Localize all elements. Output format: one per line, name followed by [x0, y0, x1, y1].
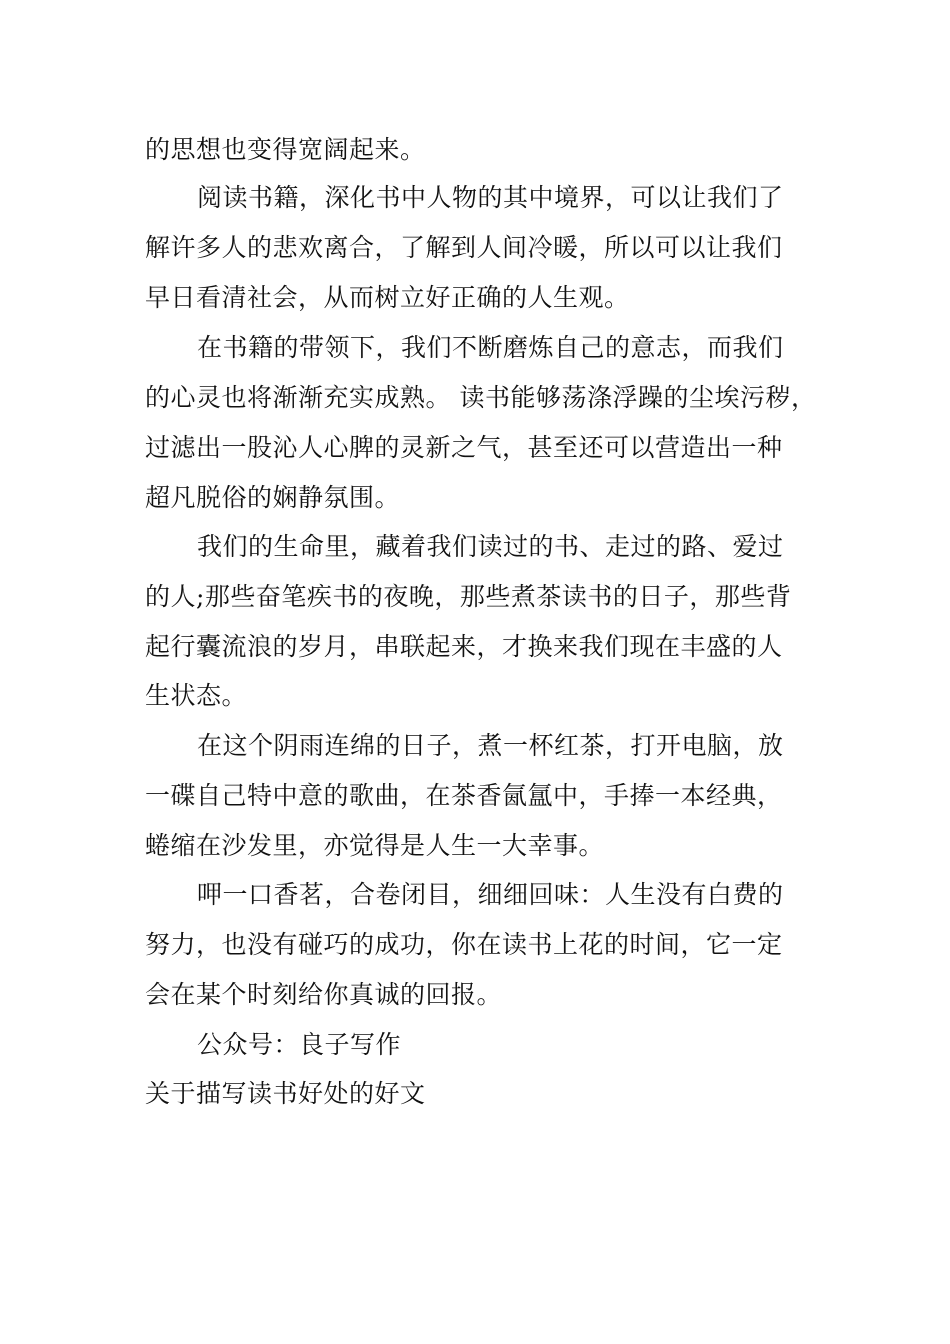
paragraph-line: 超凡脱俗的娴静氛围。 — [145, 483, 401, 512]
paragraph-line: 努力，也没有碰巧的成功，你在读书上花的时间，它一定 — [145, 930, 783, 959]
paragraph-line: 起行囊流浪的岁月，串联起来，才换来我们现在丰盛的人 — [145, 632, 783, 661]
paragraph-line: 一碟自己特中意的歌曲，在茶香氤氲中，手捧一本经典， — [145, 781, 783, 810]
paragraph-line: 过滤出一股沁人心脾的灵新之气，甚至还可以营造出一种 — [145, 433, 783, 462]
section-heading: 关于描写读书好处的好文 — [145, 1079, 426, 1108]
paragraph-line: 蜷缩在沙发里，亦觉得是人生一大幸事。 — [145, 831, 605, 860]
paragraph-line: 的人;那些奋笔疾书的夜晚，那些煮茶读书的日子，那些背 — [145, 582, 792, 611]
paragraph-line: 在这个阴雨连绵的日子，煮一杯红茶，打开电脑，放 — [197, 731, 784, 760]
paragraph-line: 生状态。 — [145, 681, 248, 710]
paragraph-line: 在书籍的带领下，我们不断磨炼自己的意志，而我们 — [197, 333, 784, 362]
paragraph-line: 我们的生命里，藏着我们读过的书、走过的路、爱过 — [197, 532, 784, 561]
paragraph-line: 早日看清社会，从而树立好正确的人生观。 — [145, 283, 630, 312]
paragraph-line: 阅读书籍，深化书中人物的其中境界，可以让我们了 — [197, 183, 784, 212]
paragraph-line: 解许多人的悲欢离合，了解到人间冷暖，所以可以让我们 — [145, 233, 783, 262]
paragraph-line: 的思想也变得宽阔起来。 — [145, 135, 426, 164]
paragraph-line: 呷一口香茗，合卷闭目，细细回味：人生没有白费的 — [197, 880, 784, 909]
paragraph-line: 会在某个时刻给你真诚的回报。 — [145, 980, 503, 1009]
account-signature: 公众号：良子写作 — [197, 1030, 402, 1059]
paragraph-line: 的心灵也将渐渐充实成熟。 读书能够荡涤浮躁的尘埃污秽， — [145, 383, 817, 412]
